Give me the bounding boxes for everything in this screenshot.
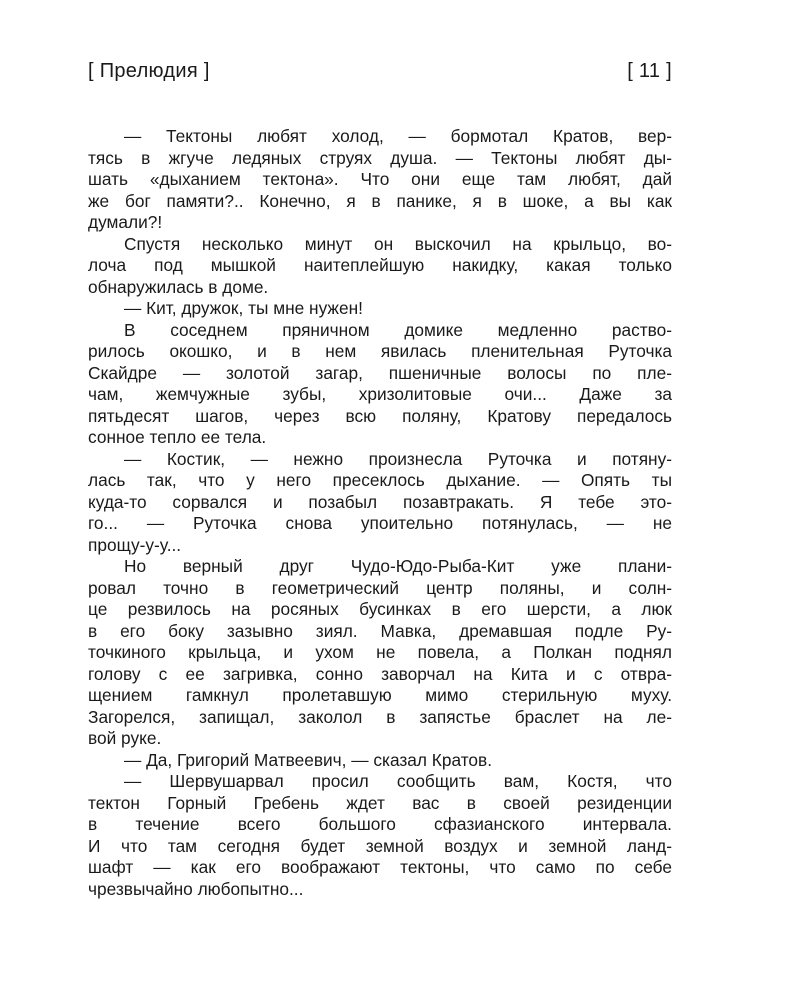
text-line: чрезвычайно любопытно...: [88, 878, 304, 899]
text-line: шафт — как его воображают тектоны, что само по себе: [88, 857, 672, 877]
text-line: пятьдесят шагов, через всю поляну, Кратову передалось: [88, 405, 672, 426]
text-line: щением гамкнул пролетавшую мимо стерильную муху.: [88, 685, 672, 705]
text-line: — Да, Григорий Матвеевич, — сказал Кратов.: [124, 749, 493, 770]
text-line: тектон Горный Гребень ждет вас в своей резиденции: [88, 792, 672, 813]
text-line: думали?!: [88, 212, 163, 232]
text-line: чам, жемчужные зубы, хризолитовые очи... Даже за: [88, 384, 672, 404]
text-line: рилось окошко, и в нем явилась пленительная Руточка: [88, 341, 672, 361]
text-line: — Тектоны любят холод, — бормотал Кратов, вер-: [124, 126, 672, 146]
text-line: сонное тепло ее тела.: [88, 427, 267, 447]
text-line: В соседнем пряничном домике медленно раство-: [124, 319, 672, 340]
text-line: обнаружилась в доме.: [88, 276, 269, 297]
page-number: [ 11 ]: [627, 60, 672, 82]
text-line: го... — Руточка снова упоительно потянулась, — не: [88, 513, 672, 533]
text-line: Скайдре — золотой загар, пшеничные волосы по пле-: [88, 362, 672, 383]
text-line: Спустя несколько минут он выскочил на крыльцо, во-: [124, 233, 672, 254]
text-line: голову с ее загривка, сонно заворчал на Кита и с отвра-: [88, 663, 672, 684]
text-line: лоча под мышкой наитеплейшую накидку, какая только: [88, 255, 672, 275]
text-line: прощу-у-у...: [88, 534, 182, 555]
text-line: в течение всего большого сфазианского интервала.: [88, 814, 672, 834]
text-line: — Шервушарвал просил сообщить вам, Костя, что: [124, 771, 672, 791]
text-line: куда-то сорвался и позабыл позавтракать. Я тебе это-: [88, 491, 672, 512]
text-line: И что там сегодня будет земной воздух и земной ланд-: [88, 835, 672, 856]
running-header: [88, 60, 672, 83]
text-line: — Костик, — нежно произнесла Руточка и потяну-: [124, 448, 672, 469]
text-line: же бог памяти?.. Конечно, я в панике, я в шоке, а вы как: [88, 190, 672, 211]
text-line: точкиного крыльца, и ухом не повела, а Полкан поднял: [88, 642, 672, 662]
text-line: в его боку зазывно зиял. Мавка, дремавшая подле Ру-: [88, 620, 672, 641]
section-title: [ Прелюдия ]: [88, 60, 210, 82]
text-line: тясь в жгуче ледяных струях душа. — Тектоны любят ды-: [88, 147, 672, 168]
book-page-body: [88, 126, 672, 900]
text-line: це резвилось на росяных бусинках в его шерсти, а люк: [88, 599, 672, 619]
text-line: ровал точно в геометрический центр поляны, и солн-: [88, 577, 672, 598]
text-line: Но верный друг Чудо-Юдо-Рыба-Кит уже плани-: [124, 556, 672, 576]
text-line: лась так, что у него пресеклось дыхание. — Опять ты: [88, 470, 672, 490]
text-line: — Кит, дружок, ты мне нужен!: [124, 298, 363, 318]
text-line: Загорелся, запищал, заколол в запястье браслет на ле-: [88, 706, 672, 727]
text-line: вой руке.: [88, 728, 162, 748]
text-line: шать «дыханием тектона». Что они еще там любят, дай: [88, 169, 672, 189]
